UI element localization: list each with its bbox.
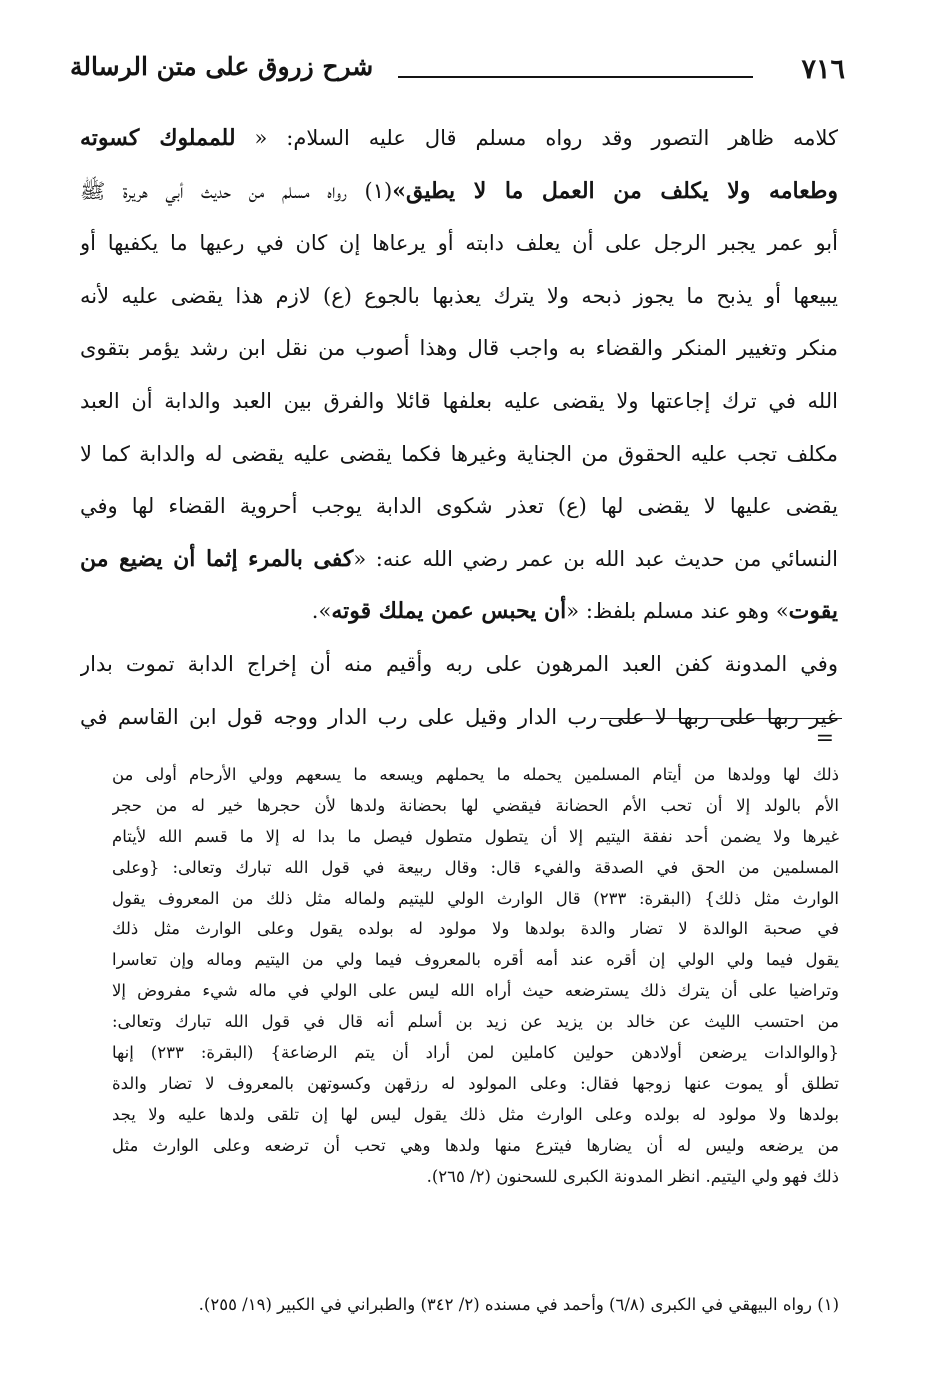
main-line-3: أبو عمر يجبر الرجل على أن يعلف دابته أو يرعاها إن كان في رعيها ما يكفيها أو	[80, 231, 838, 256]
footnote-line: يقول فيما ولي الولي إن أقره عند أمه أقره بالمعروف فيما ولي من اليتيم وماله وإن تعاسرا	[112, 950, 839, 970]
hadith-text: وطعامه ولا يكلف من العمل ما لا يطيق»	[392, 177, 838, 204]
continuation-mark: =	[815, 726, 834, 751]
hadith-text: أن يحبس عمن يملك قوته	[331, 598, 567, 625]
footnote-line: بولدها ولا مولود له بولده وعلى الوارث مثل ذلك يقول ليس لها إن تلقى ولدها عليه ولا يجد	[112, 1104, 839, 1124]
footnote-line: {والوالدات يرضعن أولادهن حولين كاملين لمن أراد أن يتم الرضاعة} (البقرة: ٢٣٣) إنها	[112, 1043, 839, 1063]
footnote-line: الأم بالولد إلا أن تحب الأم الحضانة فيقضي لها بحضانة ولدها لأن حجرها خير له من حجر	[112, 795, 839, 815]
footnote-line: الوارث مثل ذلك} (البقرة: ٢٣٣) قال الوارث الولي لليتيم ولماله مثل ذلك من المعروف يقول	[112, 888, 839, 908]
footnote-line: وتراضيا على أن يترك ذلك يسترضعه حيث أراه الله ليس على الولي في ماله شيء مفروض إلا	[112, 981, 839, 1001]
footnote-line: في صحبة الوالدة لا تضار والدة بولدها ولا مولود له بولده يقول وعلى الوارث مثل ذلك	[112, 919, 839, 939]
main-line-1: كلامه ظاهر التصور وقد رواه مسلم قال عليه السلام: « للمملوك كسوته	[80, 125, 838, 151]
footnote-line: ذلك فهو ولي اليتيم. انظر المدونة الكبرى للسحنون (٢/ ٢٦٥).	[426, 1166, 839, 1186]
footnote-line: من يرضعه وليس له أن يضارها فيترع منها ولدها وهي تحب أن ترضعه وعلى الوارث مثل	[112, 1135, 839, 1155]
header-rule	[398, 76, 753, 78]
main-line-4: يبيعها أو يذبح ما يجوز ذبحه ولا يترك يعذبها بالجوع (ع) لازم هذا يقضى عليه لأنه	[80, 283, 838, 308]
hadith-text: كفى بالمرء إثما أن يضيع من	[80, 545, 354, 572]
main-line-8: يقضى عليها لا يقضى لها (ع) تعذر شكوى الدابة يوجب أحروية القضاء لها وفي	[80, 494, 838, 519]
main-text	[80, 112, 838, 743]
footnote-line: المسلمين من الحق في الصدقة والفيء قال: وقال ربيعة في قول الله تبارك وتعالى: {وعلى	[112, 857, 839, 877]
footnote-separator	[600, 718, 842, 719]
page-number: ٧١٦	[801, 54, 845, 85]
footnote-1: (١) رواه البيهقي في الكبرى (٦/٨) وأحمد في مسنده (٢/ ٣٤٢) والطبراني في الكبير (١٩/ ٢٥٥).	[198, 1295, 839, 1314]
hadith-text: يقوت	[788, 598, 838, 625]
footnote-line: غيرها ولا يضمن أحد نفقة اليتيم إلا أن يتطول متطول فيصل ما بدا له إلا ما قسم الله لأيتام	[112, 826, 839, 846]
main-line-7: مكلف تجب عليه الحقوق من الجناية وغيرها فكما يقضى عليه يقضى له والدابة كما لا	[80, 441, 838, 466]
main-line-11: وفي المدونة كفن العبد المرهون على ربه وأقيم منه أن إخراج الدابة تموت بدار	[80, 651, 838, 676]
main-line-6: الله في ترك إجاعتها ولا يقضى عليه بعلفها قائلا والفرق بين العبد والدابة أن العبد	[80, 388, 838, 413]
footnotes-continued	[112, 760, 839, 1192]
main-line-12: غير ربها على ربها لا على رب الدار وقيل على رب الدار ووجه قول ابن القاسم في	[80, 704, 838, 729]
footnote-line: ذلك لها وولدها من أيتام المسلمين يحمله ما يحملهم ويسعه ما يسعهم وولي الأرحام أولى من	[112, 765, 839, 784]
running-title: شرح زروق على متن الرسالة	[70, 52, 374, 81]
hadith-text: للمملوك كسوته	[80, 125, 236, 151]
main-line-10: يقوت» وهو عند مسلم بلفظ: «أن يحبس عمن يملك قوته».	[311, 598, 838, 625]
page-header	[70, 52, 845, 100]
footnote-line: تطلق أو يموت عنها زوجها فقال: وعلى المولود له رزقهن وكسوتهن بالمعروف لا تضار والدة	[112, 1073, 839, 1093]
main-line-5: منكر وتغيير المنكر والقضاء به واجب قال وهذا أصوب من نقل ابن رشد يؤمر بتقوى	[80, 336, 838, 361]
footnote-line: من احتسب الليث عن خالد بن يزيد عن زيد بن أسلم أنه قال في قول الله تبارك وتعالى:	[112, 1012, 839, 1032]
main-line-9: النسائي من حديث عبد الله بن عمر رضي الله عنه: «كفى بالمرء إثما أن يضيع من	[80, 545, 838, 572]
main-line-2: وطعامه ولا يكلف من العمل ما لا يطيق»(١) رواه مسلم من حديث أبي هريرة ﷺ	[80, 177, 838, 204]
